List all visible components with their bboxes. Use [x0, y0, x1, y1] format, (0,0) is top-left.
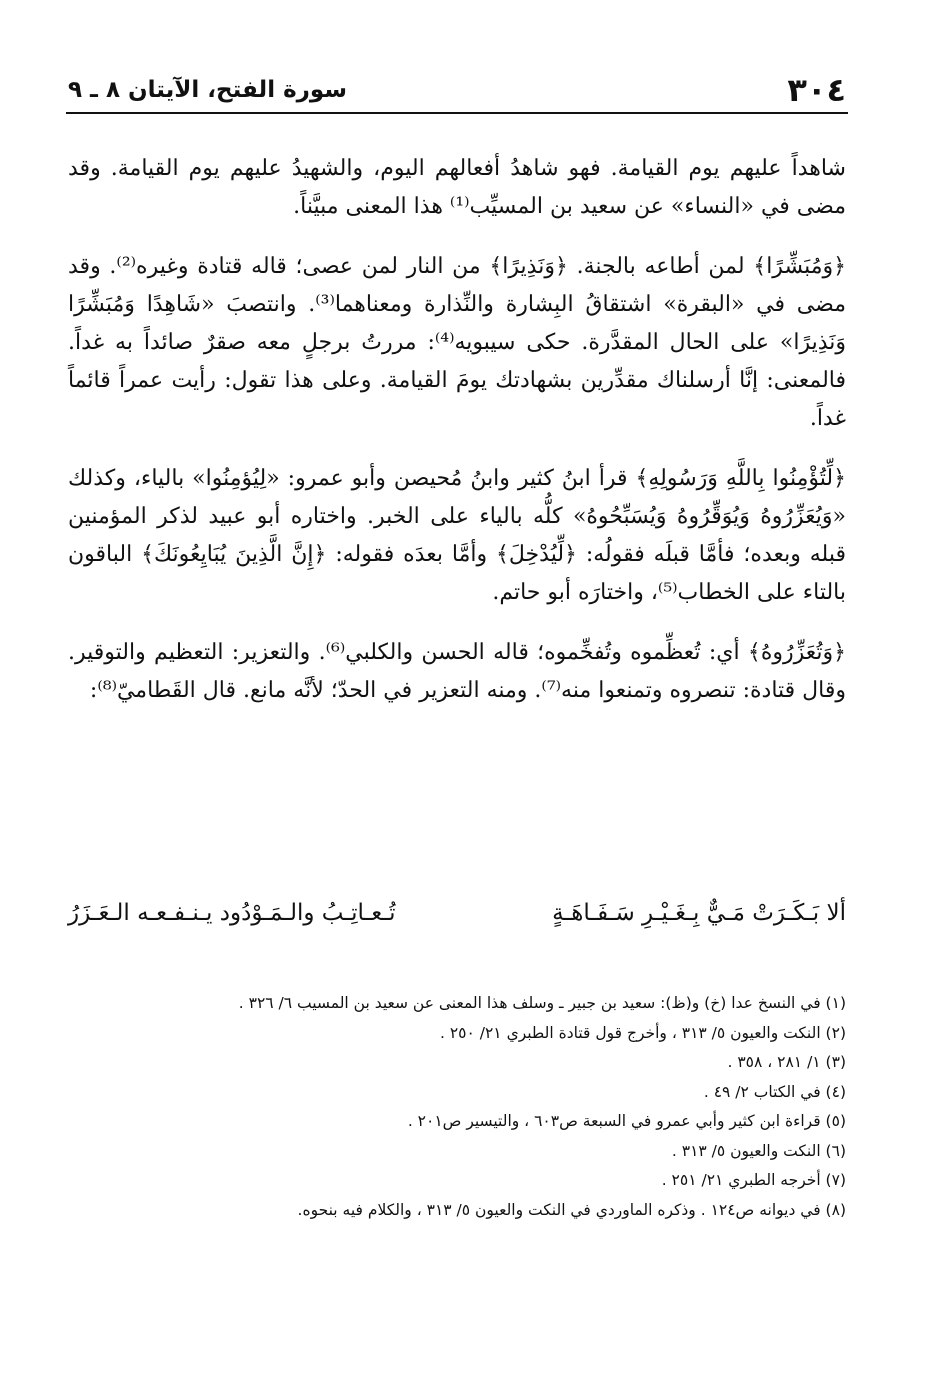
paragraph-1: شاهداً عليهم يوم القيامة. فهو شاهدُ أفعالهم اليوم، والشهيدُ عليهم يوم القيامة. وقد مضى في «النساء» عن سعيد بن المسيِّب⁽¹⁾ هذا المعنى مبيَّناً. — [68, 156, 846, 219]
footnote-4: (٤) في الكتاب ٢/ ٤٩ . — [703, 1082, 846, 1101]
footnote-1: (١) في النسخ عدا (خ) و(ظ): سعيد بن جبير ـ وسلف هذا المعنى عن سعيد بن المسيب ٦/ ٣٢٦ . — [238, 994, 846, 1012]
poetry-verse — [68, 892, 846, 934]
paragraph-2: ﴿وَمُبَشِّرًا﴾ لمن أطاعه بالجنة. ﴿وَنَذِيرًا﴾ من النار لمن عصى؛ قاله قتادة وغيره⁽²⁾. وقد مضى في «البقرة» اشتقاقُ البِشارة والنِّذارة ومعناهما⁽³⁾. وانتصبَ «شَاهِدًا وَمُبَشِّرًا وَنَذِيرًا» على الحال المقدَّرة. حكى سيبويه⁽⁴⁾: مررتُ برجلٍ معه صقرٌ صائداً به غداً. فالمعنى: إنَّا أرسلناك مقدِّرين بشهادتك يومَ القيامة. وعلى هذا تقول: رأيت عمراً قائماً غداً. — [68, 254, 847, 431]
main-text — [68, 150, 846, 712]
footnotes — [130, 988, 846, 1224]
verse-second-hemistich: تُـعـاتِـبُ والـمَـوْدُود يـنـفـعـه الـعَـزَرُ — [68, 900, 396, 926]
paragraph-4: ﴿وَتُعَزِّرُوهُ﴾ أي: تُعظِّموه وتُفخِّموه؛ قاله الحسن والكلبي⁽⁶⁾. والتعزير: التعظيم والتوقير. وقال قتادة: تنصروه وتمنعوا منه⁽⁷⁾. ومنه التعزير في الحدّ؛ لأنَّه مانع. قال القَطاميّ⁽⁸⁾: — [68, 640, 846, 703]
page-number: ٣٠٤ — [787, 71, 846, 109]
page-header — [68, 70, 846, 110]
footnote-5: (٥) قراءة ابن كثير وأبي عمرو في السبعة ص٦٠٣ ، والتيسير ص٢٠١ . — [407, 1112, 846, 1130]
header-rule — [66, 112, 848, 114]
paragraph-3: ﴿لِّتُؤْمِنُوا بِاللَّهِ وَرَسُولِهِ﴾ قرأ ابنُ كثير وابنُ مُحيصن وأبو عمرو: «لِيُؤمِنُوا» بالياء، وكذلك «وَيُعَزِّرُوهُ وَيُوَقِّرُوهُ وَيُسَبِّحُوهُ» كلُّه بالياء على الخبر. واختاره أبو عبيد لذكر المؤمنين قبله وبعده؛ فأمَّا قبلَه فقولُه: ﴿لِّيُدْخِلَ﴾ وأمَّا بعدَه فقوله: ﴿إِنَّ الَّذِينَ يُبَايِعُونَكَ﴾ الباقون بالتاء على الخطاب⁽⁵⁾، واختارَه أبو حاتم. — [68, 466, 846, 605]
running-head: سورة الفتح، الآيتان ٨ ـ ٩ — [68, 77, 347, 103]
footnote-2: (٢) النكت والعيون ٥/ ٣١٣ ، وأخرج قول قتادة الطبري ٢١/ ٢٥٠ . — [439, 1023, 846, 1042]
footnote-8: (٨) في ديوانه ص١٢٤ . وذكره الماوردي في النكت والعيون ٥/ ٣١٣ ، والكلام فيه بنحوه. — [297, 1200, 846, 1219]
footnote-6: (٦) النكت والعيون ٥/ ٣١٣ . — [671, 1141, 846, 1160]
verse-first-hemistich: ألا بَـكَـرَتْ مَـيٌّ بِـغَـيْـرِ سَـفَـاهَـةٍ — [552, 900, 846, 926]
footnote-3: (٣) ١/ ٢٨١ ، ٣٥٨ . — [727, 1053, 846, 1071]
footnote-7: (٧) أخرجه الطبري ٢١/ ٢٥١ . — [661, 1171, 846, 1189]
